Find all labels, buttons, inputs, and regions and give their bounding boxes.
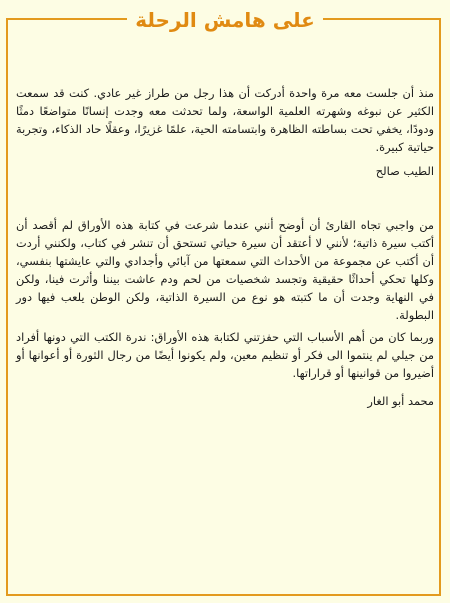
page-title: على هامش الرحلة bbox=[127, 6, 323, 34]
paragraph-duty: من واجبي تجاه القارئ أن أوضح أنني عندما شرعت في كتابة هذه الأوراق لم أقصد أن أكتب سيرة ذاتية؛ لأنني لا أعتقد أن سيرة حياتي تستحق أن تنشر في كتاب، ولكنني أردت أن أكتب عن مجموعة من الأحداث التي سمعتها من آبائي وأجدادي والتي عايشتها بنفسي، وكلها تحكي أحداثًا حقيقية وتجسد شخصيات من لحم ودم عاشت بيننا وأثرت فينا، ولكن في النهاية وجدت أن ما كتبته هو نوع من السيرة الذاتية، ولكن الوطن يلعب فيها دور البطولة. bbox=[16, 218, 434, 322]
paragraph-reasons: وربما كان من أهم الأسباب التي حفزتني لكتابة هذه الأوراق: ندرة الكتب التي دونها أفراد من جيلي لم ينتموا الى فكر أو تنظيم معين، ولم يكونوا أيضًا من رجال الثورة أو أعوانها أو أضيروا من قوانينها أو قراراتها. bbox=[16, 330, 434, 380]
paragraph-intro: منذ أن جلست معه مرة واحدة أدركت أن هذا رجل من طراز غير عادي. كنت قد سمعت الكثير عن نبوغه وشهرته العلمية الواسعة، ولما تحدثت معه وجدت إنسانًا متواضعًا دمثًا ودودًا، يخفي تحت بساطته الظاهرة وابتسامته الحية، علمًا غزيرًا، وعقلًا حاد الذكاء، وتجربة حياتية كبيرة. bbox=[16, 86, 434, 154]
signature-second: محمد أبو الغار bbox=[367, 394, 434, 408]
title-bar bbox=[0, 6, 450, 34]
section-spacer bbox=[16, 180, 434, 216]
signature-first: الطيب صالح bbox=[375, 164, 434, 178]
article-body bbox=[16, 84, 434, 410]
